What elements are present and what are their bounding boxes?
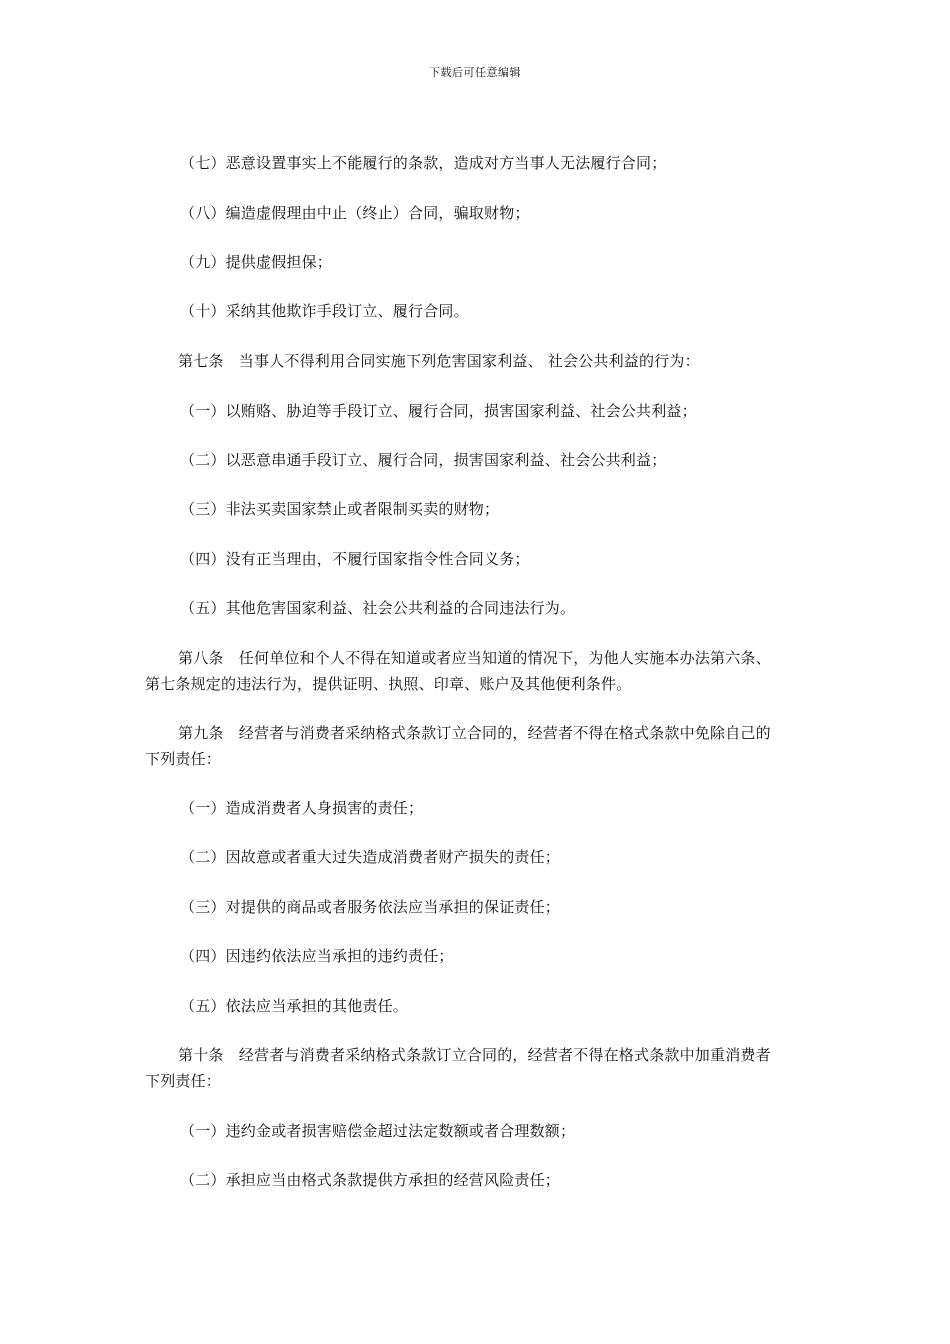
- page-header: 下载后可任意编辑: [429, 66, 521, 79]
- clause-item-10: （十）采纳其他欺诈手段订立、履行合同。: [180, 302, 469, 320]
- article-7-item-1: （一）以贿赂、胁迫等手段订立、履行合同，损害国家利益、社会公共利益；: [180, 402, 697, 420]
- article-10-item-1: （一）违约金或者损害赔偿金超过法定数额或者合理数额；: [180, 1122, 576, 1140]
- article-7-item-3: （三）非法买卖国家禁止或者限制买卖的财物；: [180, 500, 500, 518]
- article-9-item-2: （二）因故意或者重大过失造成消费者财产损失的责任；: [180, 848, 561, 866]
- article-10-line-2: 下列责任：: [145, 1072, 222, 1090]
- article-9-item-5: （五）依法应当承担的其他责任。: [180, 997, 409, 1015]
- clause-item-8: （八）编造虚假理由中止（终止）合同，骗取财物；: [180, 204, 530, 222]
- article-9-item-1: （一）造成消费者人身损害的责任；: [180, 799, 424, 817]
- article-7-item-2: （二）以恶意串通手段订立、履行合同，损害国家利益、社会公共利益；: [180, 451, 667, 469]
- article-7-item-4: （四）没有正当理由，不履行国家指令性合同义务；: [180, 550, 530, 568]
- article-10-line-1: 第十条 经营者与消费者采纳格式条款订立合同的，经营者不得在格式条款中加重消费者: [178, 1046, 771, 1064]
- article-9-item-3: （三）对提供的商品或者服务依法应当承担的保证责任；: [180, 898, 561, 916]
- article-10-item-2: （二）承担应当由格式条款提供方承担的经营风险责任；: [180, 1171, 561, 1189]
- article-9-line-1: 第九条 经营者与消费者采纳格式条款订立合同的，经营者不得在格式条款中免除自己的: [178, 724, 771, 742]
- article-8-line-1: 第八条 任何单位和个人不得在知道或者应当知道的情况下，为他人实施本办法第六条、: [178, 649, 771, 667]
- article-9-line-2: 下列责任：: [145, 750, 222, 768]
- article-8-line-2: 第七条规定的违法行为，提供证明、执照、印章、账户及其他便利条件。: [145, 675, 632, 693]
- article-7: 第七条 当事人不得利用合同实施下列危害国家利益、 社会公共利益的行为：: [178, 352, 700, 370]
- article-7-item-5: （五）其他危害国家利益、社会公共利益的合同违法行为。: [180, 599, 576, 617]
- article-9-item-4: （四）因违约依法应当承担的违约责任；: [180, 947, 454, 965]
- clause-item-9: （九）提供虚假担保；: [180, 253, 333, 271]
- clause-item-7: （七）恶意设置事实上不能履行的条款，造成对方当事人无法履行合同；: [180, 154, 667, 172]
